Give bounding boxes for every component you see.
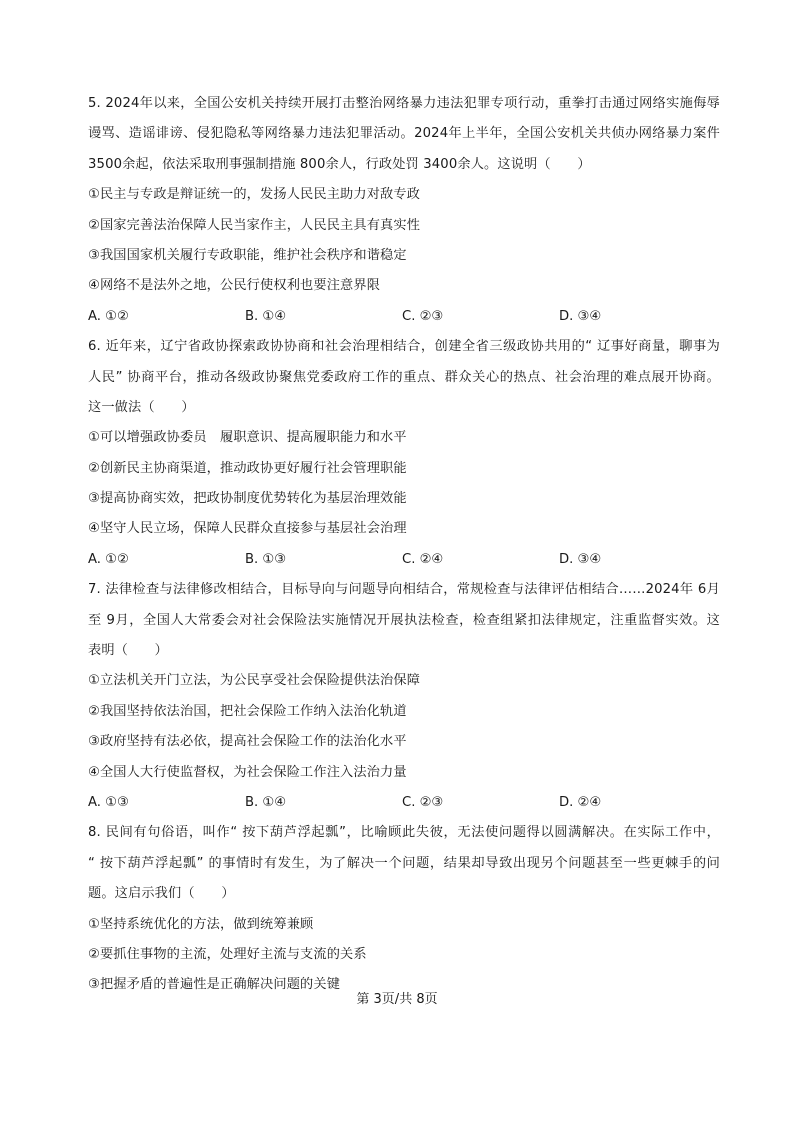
question-8-stem-line-3: 题。这启示我们（ ）: [88, 886, 235, 902]
question-7-option-b: B. ①④: [245, 794, 287, 810]
question-8: [88, 818, 720, 1000]
question-6-option-c: C. ②④: [402, 551, 444, 567]
question-8-statement-1: ①坚持系统优化的方法，做到统筹兼顾: [88, 916, 314, 932]
question-5-option-d: D. ③④: [559, 308, 602, 324]
question-8-statement-3: ③把握矛盾的普遍性是正确解决问题的关键: [88, 977, 341, 993]
question-5-option-c: C. ②③: [402, 308, 444, 324]
question-7-statement-1: ①立法机关开门立法，为公民享受社会保险提供法治保障: [88, 673, 421, 689]
question-6-statement-4: ④坚守人民立场，保障人民群众直接参与基层社会治理: [88, 521, 407, 537]
question-7: [88, 575, 720, 818]
question-6-options: [88, 545, 720, 575]
question-5-options: [88, 302, 720, 332]
question-6-stem-line-2: 人民” 协商平台，推动各级政协聚焦党委政府工作的重点、群众关心的热点、社会治理的难点展开协商。: [88, 369, 720, 385]
question-5-stem-line-2: 谩骂、造谣诽谤、侵犯隐私等网络暴力违法犯罪活动。2024年上半年，全国公安机关共侦办网络暴力案件: [88, 126, 720, 142]
question-6-stem-line-1: 6. 近年来，辽宁省政协探索政协协商和社会治理相结合，创建全省三级政协共用的“ 辽事好商量，聊事为: [88, 339, 720, 355]
question-7-option-a: A. ①③: [88, 794, 129, 810]
question-8-stem-line-1: 8. 民间有句俗语，叫作“ 按下葫芦浮起瓢”，比喻顾此失彼，无法使问题得以圆满解决。在实际工作中，: [88, 825, 720, 841]
page-content: [88, 89, 720, 1001]
question-6-option-d: D. ③④: [559, 551, 602, 567]
question-7-options: [88, 788, 720, 818]
question-5-statement-4: ④网络不是法外之地，公民行使权利也要注意界限: [88, 278, 381, 294]
question-5-statement-2: ②国家完善法治保障人民当家作主，人民民主具有真实性: [88, 217, 421, 233]
question-6-statement-1: ①可以增强政协委员 履职意识、提高履职能力和水平: [88, 430, 407, 446]
question-5: [88, 89, 720, 332]
question-5-stem-line-3: 3500余起，依法采取刑事强制措施 800余人，行政处罚 3400余人。这说明（ ）: [88, 156, 591, 172]
question-6-option-a: A. ①②: [88, 551, 129, 567]
question-7-option-c: C. ②③: [402, 794, 444, 810]
question-7-stem-line-2: 至 9月，全国人大常委会对社会保险法实施情况开展执法检查，检查组紧扣法律规定，注重监督实效。这: [88, 612, 720, 628]
question-5-statement-3: ③我国国家机关履行专政职能，维护社会秩序和谐稳定: [88, 247, 407, 263]
question-7-stem-line-3: 表明（ ）: [88, 643, 169, 659]
page-number-footer: 第 3页/共 8页: [356, 992, 438, 1007]
question-6-option-b: B. ①③: [245, 551, 287, 567]
question-7-statement-4: ④全国人大行使监督权，为社会保险工作注入法治力量: [88, 764, 407, 780]
question-6: [88, 332, 720, 575]
question-7-option-d: D. ②④: [559, 794, 602, 810]
question-6-statement-2: ②创新民主协商渠道，推动政协更好履行社会管理职能: [88, 460, 407, 476]
question-7-statement-2: ②我国坚持依法治国，把社会保险工作纳入法治化轨道: [88, 703, 407, 719]
question-5-option-a: A. ①②: [88, 308, 129, 324]
question-7-statement-3: ③政府坚持有法必依，提高社会保险工作的法治化水平: [88, 734, 407, 750]
question-7-stem-line-1: 7. 法律检查与法律修改相结合，目标导向与问题导向相结合，常规检查与法律评估相结合……2024年 6月: [88, 582, 720, 598]
question-8-stem-line-2: “ 按下葫芦浮起瓢” 的事情时有发生，为了解决一个问题，结果却导致出现另个问题甚至一些更棘手的问: [88, 855, 720, 871]
question-6-statement-3: ③提高协商实效，把政协制度优势转化为基层治理效能: [88, 491, 407, 507]
question-8-statement-2: ②要抓住事物的主流，处理好主流与支流的关系: [88, 946, 367, 962]
question-6-stem-line-3: 这一做法（ ）: [88, 399, 195, 415]
question-5-statement-1: ①民主与专政是辩证统一的，发扬人民民主助力对敌专政: [88, 187, 421, 203]
question-5-option-b: B. ①④: [245, 308, 287, 324]
question-5-stem-line-1: 5. 2024年以来，全国公安机关持续开展打击整治网络暴力违法犯罪专项行动，重拳打击通过网络实施侮辱: [88, 96, 720, 111]
